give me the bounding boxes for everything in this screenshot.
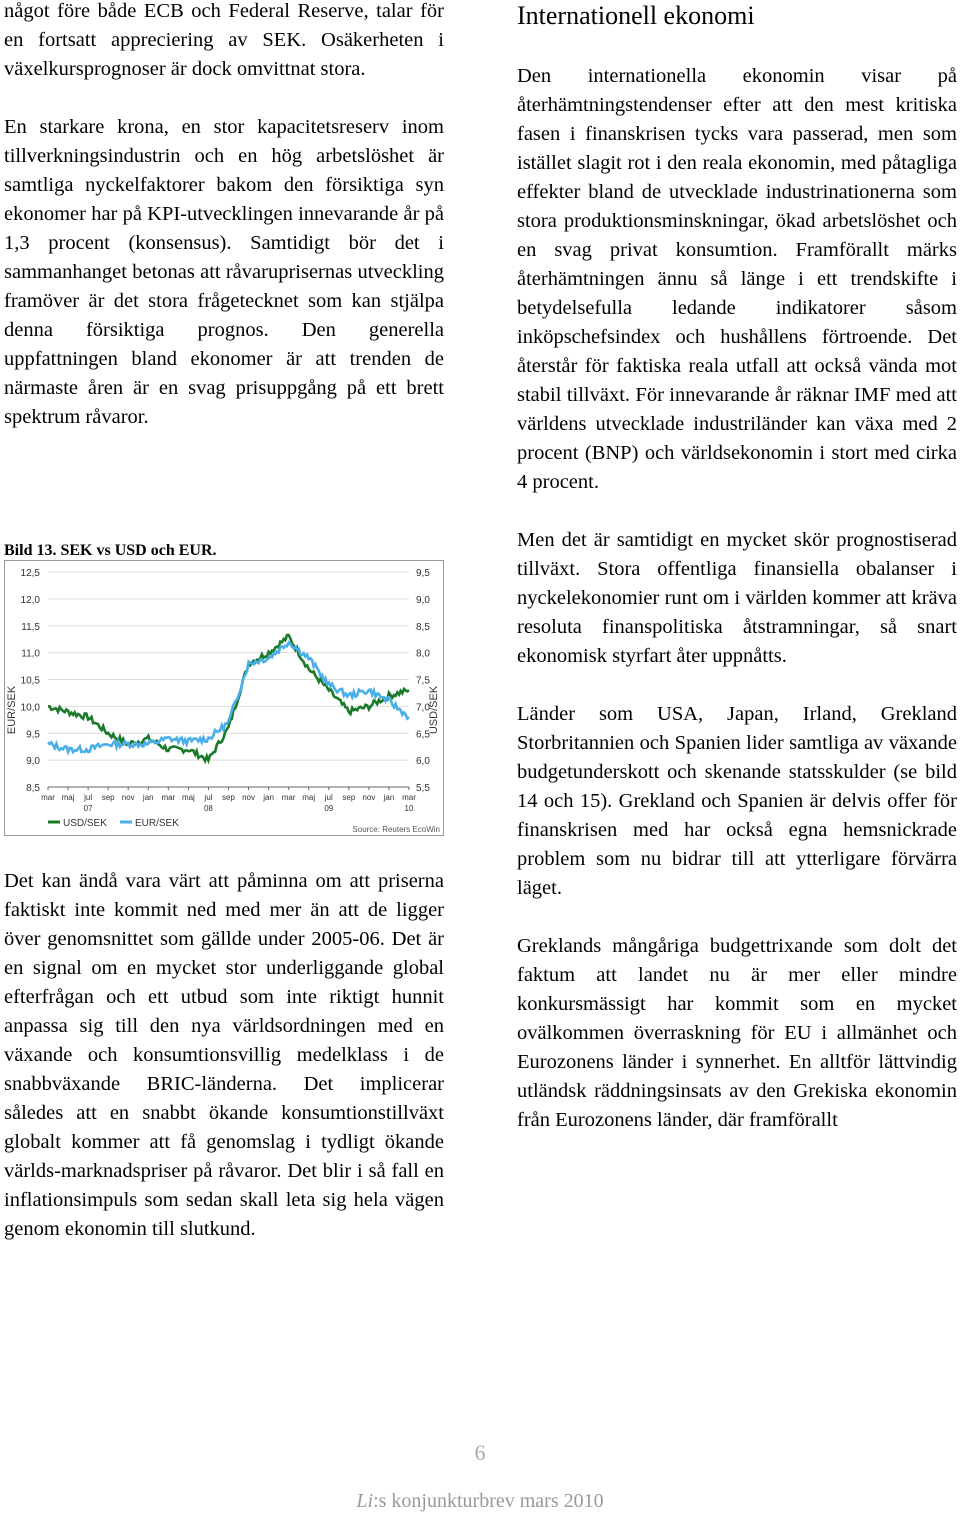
left-column <box>4 0 444 432</box>
month-tick-label: nov <box>242 793 256 802</box>
left-paragraph-1: något före både ECB och Federal Reserve, talar för en fortsatt appreciering av SEK. Osäkerheten i växelkursprognoser är dock omvittnat stora. <box>4 0 444 80</box>
month-tick-label: jul <box>204 793 213 802</box>
right-tick-label: 9,5 <box>416 568 430 579</box>
month-tick-label: nov <box>121 793 135 802</box>
right-tick-label: 8,5 <box>416 621 430 633</box>
left-tick-label: 11,0 <box>21 648 40 660</box>
month-tick-label: jan <box>383 793 395 802</box>
right-axis-label: USD/SEK <box>428 685 440 735</box>
section-heading: Internationell ekonomi <box>517 1 755 30</box>
chart-right-ticks <box>416 568 430 794</box>
right-tick-label: 7,0 <box>416 702 430 714</box>
left-tick-label: 10,0 <box>20 702 40 714</box>
chart-source: Source: Reuters EcoWin <box>352 825 440 834</box>
right-column <box>517 0 957 1135</box>
right-tick-label: 8,0 <box>416 648 430 660</box>
right-paragraph-4: Greklands mångåriga budgettrixande som dolt det faktum att landet nu är mer eller mindre konkursmässigt har kommit som en mycket ovälkommen överraskning för EU i allmänhet och Eurozonens länder i synnerhet. En alltför lättvindig utländsk räddningsinsats av den Grekiska ekonomin från Eurozonens länder, där framförallt <box>517 935 957 1131</box>
left-tick-label: 12,0 <box>20 594 40 606</box>
right-tick-label: 5,5 <box>416 783 430 794</box>
month-tick-label: jan <box>263 793 274 802</box>
month-tick-label: sep <box>101 793 115 802</box>
page-footer <box>0 1490 960 1513</box>
left-tick-label: 10,5 <box>20 675 40 687</box>
month-tick-label: jan <box>142 793 154 802</box>
right-paragraph-3: Länder som USA, Japan, Irland, Grekland Storbritannien och Spanien lider samtliga av växande budgetunderskott och skenande statsskulder (se bild 14 och 15). Grekland och Spanien är delvis offer för finanskrisen med har också egna hemsnickrade problem som nu bidrar till att ytterligare förvärra läget. <box>517 703 957 899</box>
figure-caption: Bild 13. SEK vs USD och EUR. <box>4 542 217 559</box>
left-axis-label: EUR/SEK <box>6 685 18 735</box>
left-tick-label: 8,5 <box>26 783 40 794</box>
right-paragraph-2: Men det är samtidigt en mycket skör prognostiserad tillväxt. Stora offentliga finansiella obalanser i nyckelekonomier runt om i världen kommer att kräva resoluta finanspolitiska åtstramningar, så snart ekonomisk styrfart åter uppnåtts. <box>517 529 957 667</box>
month-tick-label: mar <box>161 793 176 802</box>
month-tick-label: sep <box>342 793 356 802</box>
right-tick-label: 6,5 <box>416 729 430 741</box>
left-tick-label: 9,0 <box>26 756 40 768</box>
month-tick-label: sep <box>222 793 235 802</box>
month-tick-label: maj <box>302 793 316 802</box>
month-tick-label: maj <box>181 793 195 802</box>
left-tick-label: 11,5 <box>21 621 40 633</box>
legend-label: USD/SEK <box>63 818 107 829</box>
left-paragraph-2: En starkare krona, en stor kapacitetsreserv inom tillverkningsindustrin och en hög arbetslöshet är samtliga nyckelfaktorer bakom den försiktiga syn ekonomer har på KPI-utvecklingen innevarande år på 1,3 procent (konsensus). Samtidigt bör det i sammanhanget betonas att råvaruprisernas utveckling framöver är det stora frågetecknet som kan stjälpa denna försiktiga prognos. Den generella uppfattningen bland ekonomer är att trenden de närmaste åren är en svag prisuppgång på ett brett spektrum råvaror. <box>4 116 444 428</box>
exchange-rate-chart <box>4 560 444 836</box>
month-tick-label: mar <box>41 793 55 802</box>
month-tick-label: jul <box>324 793 333 802</box>
month-tick-label: maj <box>61 793 75 802</box>
month-tick-label: mar <box>402 793 416 802</box>
year-tick-label: 09 <box>324 804 334 813</box>
month-tick-label: jul <box>84 793 93 802</box>
left-paragraph-3: Det kan ändå vara värt att påminna om att priserna faktiskt inte kommit ned med mer än att de ligger över genomsnittet som gällde under 2005-06. Det är en signal om en mycket stor underliggande global efterfrågan och ett utbud som inte riktigt hunnit anpassa sig till den nya världsordningen med en växande och konsumtionsvillig medelklass i de snabbväxande BRIC-länderna. Det implicerar således att en snabbt ökande konsumtionstillväxt globalt kommer att få genomslag i tydligt ökande världs-marknadspriser på råvaror. Det blir i så fall en inflationsimpuls som sedan skall leta sig hela vägen genom ekonomin till slutkund. <box>4 870 444 1240</box>
right-tick-label: 7,5 <box>416 675 430 687</box>
year-tick-label: 10 <box>404 804 414 813</box>
month-tick-label: mar <box>281 793 296 802</box>
month-tick-label: nov <box>362 793 376 802</box>
right-tick-label: 6,0 <box>416 756 430 768</box>
left-tick-label: 9,5 <box>26 729 40 741</box>
footer-text: :s konjunkturbrev mars 2010 <box>373 1490 604 1512</box>
year-tick-label: 07 <box>83 804 93 813</box>
footer-brand: Li <box>356 1490 374 1512</box>
left-tick-label: 12,5 <box>20 568 40 579</box>
right-tick-label: 9,0 <box>416 594 430 606</box>
legend-label: EUR/SEK <box>135 818 179 829</box>
page-number: 6 <box>474 1440 486 1465</box>
year-tick-label: 08 <box>203 804 213 813</box>
right-paragraph-1: Den internationella ekonomin visar på återhämtningstendenser efter att den mest kritiska fasen i finanskrisen tycks vara passerad, men som istället slagit rot i den reala ekonomin, med påtagliga effekter bland de utvecklade industrinationerna som stora produktionsminskningar, ökad arbetslöshet och en svag privat konsumtion. Framförallt märks återhämtningen ännu så länge i ett trendskifte i betydelsefulla ledande indikatorer såsom inköpschefsindex och hushållens förtroende. Det återstår för faktiska reala utfall att också vända mot stabil tillväxt. För innevarande år räknar IMF med att världens utvecklade industriländer kan växa med 2 procent (BNP) och världsekonomin i stort med cirka 4 procent. <box>517 65 957 493</box>
left-column-lower <box>4 867 444 1244</box>
